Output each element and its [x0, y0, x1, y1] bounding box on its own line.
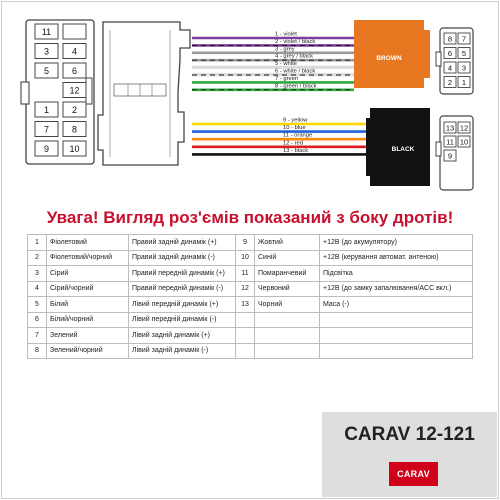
- table-cell: Маса (-): [320, 297, 473, 313]
- connector-pin-number: 5: [461, 49, 467, 58]
- table-cell: Червоний: [255, 281, 320, 297]
- center-connector: [98, 22, 190, 165]
- connector-pin-number: 13: [445, 123, 455, 133]
- table-cell: Жовтий: [255, 235, 320, 251]
- connector-pin-number: 10: [459, 137, 469, 147]
- table-cell: 5: [28, 297, 47, 313]
- wire-label: 11 - orange: [283, 132, 313, 139]
- brown-wire-group: [192, 32, 354, 90]
- table-cell: Зелений: [47, 328, 129, 344]
- table-cell: Правий задній динамік (-): [129, 250, 236, 266]
- table-cell: [255, 312, 320, 328]
- table-cell: [320, 343, 473, 359]
- table-cell: Лівий задній динамік (-): [129, 343, 236, 359]
- left-pin-number: 10: [69, 144, 80, 154]
- table-cell: Помаранчевий: [255, 266, 320, 282]
- table-row: [28, 328, 473, 344]
- connector-pin-number: 6: [447, 49, 453, 58]
- table-cell: +12В (керування автомат. антеною): [320, 250, 473, 266]
- table-cell: Сірий/чорний: [47, 281, 129, 297]
- table-cell: [255, 343, 320, 359]
- table-cell: Правий передній динамік (-): [129, 281, 236, 297]
- table-cell: Фіолетовий/чорний: [47, 250, 129, 266]
- table-row: [28, 343, 473, 359]
- table-row: [28, 235, 473, 251]
- warning-heading: Увага! Вигляд роз'ємів показаний з боку дротів!: [46, 208, 454, 227]
- connector-pin-number: 12: [459, 123, 469, 133]
- brown-connector-face: [436, 28, 473, 94]
- table-cell: Сірий: [47, 266, 129, 282]
- left-connector: [21, 20, 94, 164]
- left-pin-number: 9: [43, 144, 50, 154]
- table-cell: 6: [28, 312, 47, 328]
- connector-pin-number: 11: [446, 137, 454, 147]
- wire-label: 12 - red: [283, 140, 303, 147]
- table-cell: Зелений/чорний: [47, 343, 129, 359]
- wire-label: 5 - white: [275, 61, 297, 68]
- table-cell: 10: [236, 250, 255, 266]
- connector-pin-number: 8: [447, 34, 453, 44]
- left-pin-number: 12: [69, 85, 80, 96]
- table-cell: +12В (до акумулятору): [320, 235, 473, 251]
- left-pin-number: 8: [71, 124, 78, 135]
- connector-pin-number: 1: [461, 78, 467, 87]
- table-cell: Підсвітка: [320, 266, 473, 282]
- connector-pin-number: 9: [447, 151, 453, 161]
- wire-label: 7 - green: [275, 75, 299, 82]
- table-cell: 11: [236, 266, 255, 282]
- table-row: [28, 297, 473, 313]
- connector-pin-number: 7: [461, 34, 467, 44]
- wire-label: 2 - violet / black: [275, 38, 316, 45]
- left-pin-number: 6: [71, 66, 78, 76]
- left-pin-number: 11: [41, 27, 52, 37]
- left-pin-number: 5: [43, 66, 50, 76]
- connector-pin-number: 3: [461, 63, 467, 73]
- table-cell: 1: [28, 235, 47, 251]
- table-row: [28, 312, 473, 328]
- left-pin-cell: [63, 24, 86, 39]
- connector-pin-number: 2: [447, 78, 453, 87]
- table-cell: 9: [236, 235, 255, 251]
- black-connector-face: [436, 116, 473, 190]
- black-block: [366, 108, 430, 186]
- table-row: [28, 281, 473, 297]
- table-cell: Фіолетовий: [47, 235, 129, 251]
- left-pin-number: 7: [43, 124, 50, 135]
- black-connector-label: BLACK: [391, 146, 415, 153]
- wire-label: 4 - grey / black: [275, 53, 314, 60]
- wire-label: 10 - blue: [283, 125, 306, 132]
- black-wire-group: [192, 118, 370, 155]
- table-cell: [236, 343, 255, 359]
- wire-label: 9 - yellow: [283, 117, 308, 124]
- wire-label: 6 - white / black: [275, 68, 316, 75]
- table-cell: 4: [28, 281, 47, 297]
- brown-block: [354, 20, 430, 88]
- table-cell: Лівий передній динамік (-): [129, 312, 236, 328]
- table-cell: Чорний: [255, 297, 320, 313]
- table-cell: Лівий передній динамік (+): [129, 297, 236, 313]
- table-cell: 3: [28, 266, 47, 282]
- left-pin-number: 4: [71, 46, 78, 57]
- wire-label: 13 - black: [283, 147, 309, 154]
- table-cell: +12В (до замку запалювання/ACC вкл.): [320, 281, 473, 297]
- table-cell: [320, 328, 473, 344]
- table-cell: Білий/чорний: [47, 312, 129, 328]
- table-row: [28, 266, 473, 282]
- left-pin-number: 3: [43, 46, 50, 57]
- wire-label: 3 - grey: [275, 46, 295, 53]
- table-cell: [236, 328, 255, 344]
- table-cell: 8: [28, 343, 47, 359]
- table-cell: Синій: [255, 250, 320, 266]
- table-cell: 7: [28, 328, 47, 344]
- table-cell: 12: [236, 281, 255, 297]
- wire-label: 1 - violet: [275, 31, 297, 38]
- wire-label: 8 - green / black: [275, 83, 317, 90]
- table-cell: 2: [28, 250, 47, 266]
- table-row: [28, 250, 473, 266]
- table-cell: 13: [236, 297, 255, 313]
- table-cell: Білий: [47, 297, 129, 313]
- table-cell: [320, 312, 473, 328]
- left-pin-number: 1: [43, 105, 50, 115]
- model-box: [322, 412, 497, 497]
- table-cell: [255, 328, 320, 344]
- table-cell: [236, 312, 255, 328]
- table-cell: Правий задній динамік (+): [129, 235, 236, 251]
- table-cell: Лівий задній динамік (+): [129, 328, 236, 344]
- brown-connector-label: BROWN: [376, 55, 402, 62]
- pinout-table: [27, 234, 473, 359]
- left-pin-number: 2: [71, 105, 78, 115]
- carav-logo: CARAV: [389, 462, 438, 486]
- table-cell: Правий передній динамік (+): [129, 266, 236, 282]
- connector-pin-number: 4: [447, 63, 453, 73]
- model-name: CARAV 12-121: [344, 424, 475, 445]
